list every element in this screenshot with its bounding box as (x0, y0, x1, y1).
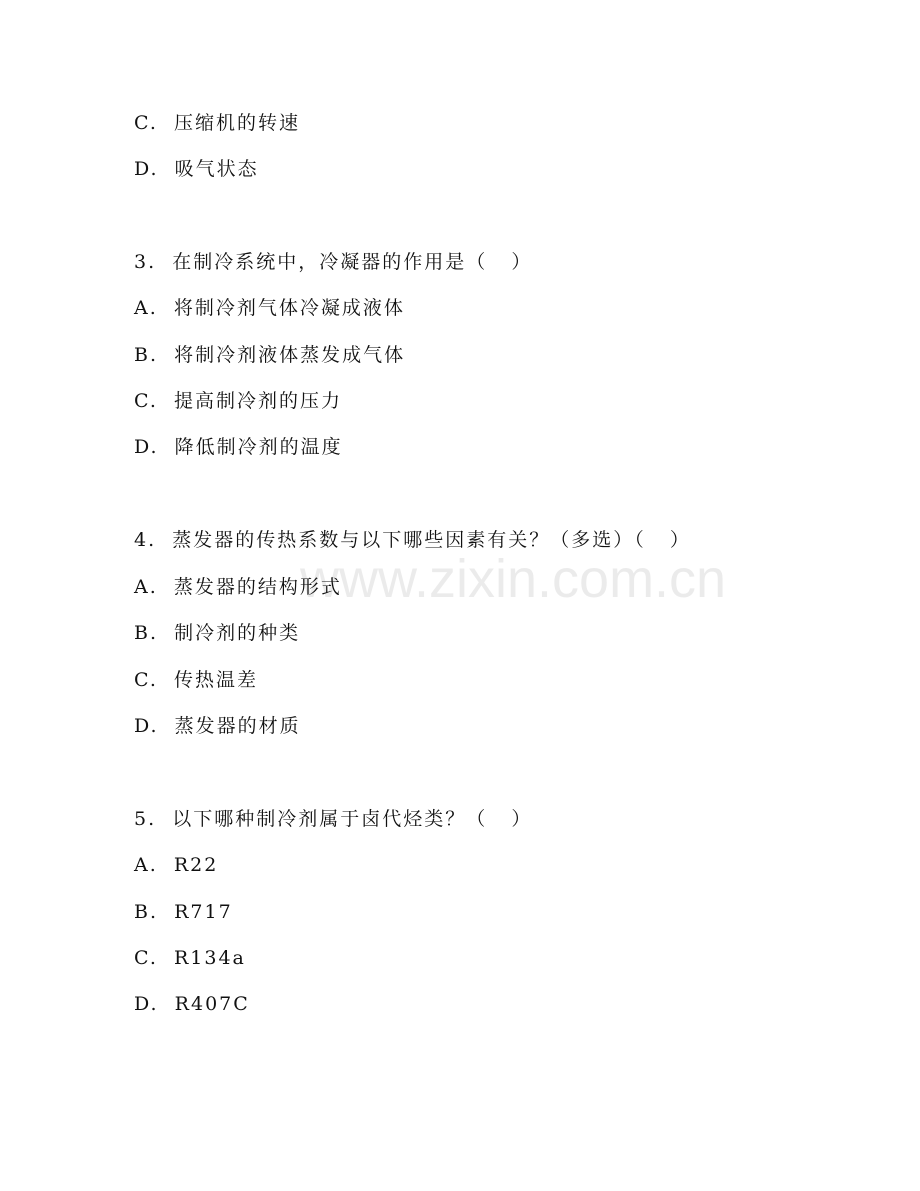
q5-option-c: C. R134a (134, 947, 246, 969)
q5-option-d: D. R407C (134, 993, 250, 1015)
question-3: 3. 在制冷系统中，冷凝器的作用是（ ） (134, 251, 533, 273)
q4-option-d: D. 蒸发器的材质 (134, 715, 301, 737)
q3-option-c: C. 提高制冷剂的压力 (134, 390, 342, 412)
q4-option-c: C. 传热温差 (134, 669, 258, 691)
q5-option-a: A. R22 (134, 854, 219, 876)
q3-option-b: B. 将制冷剂液体蒸发成气体 (134, 344, 406, 366)
q3-option-a: A. 将制冷剂气体冷凝成液体 (134, 297, 405, 319)
q2-option-c: C. 压缩机的转速 (134, 112, 300, 134)
q2-option-d: D. 吸气状态 (134, 158, 259, 180)
watermark: www.zixin.com.cn (300, 549, 727, 609)
q4-option-b: B. 制冷剂的种类 (134, 622, 301, 644)
question-4: 4. 蒸发器的传热系数与以下哪些因素有关？（多选）（ ） (134, 529, 691, 551)
q4-option-a: A. 蒸发器的结构形式 (134, 576, 342, 598)
question-5: 5. 以下哪种制冷剂属于卤代烃类？（ ） (134, 808, 533, 830)
q3-option-d: D. 降低制冷剂的温度 (134, 436, 343, 458)
q5-option-b: B. R717 (134, 901, 233, 923)
